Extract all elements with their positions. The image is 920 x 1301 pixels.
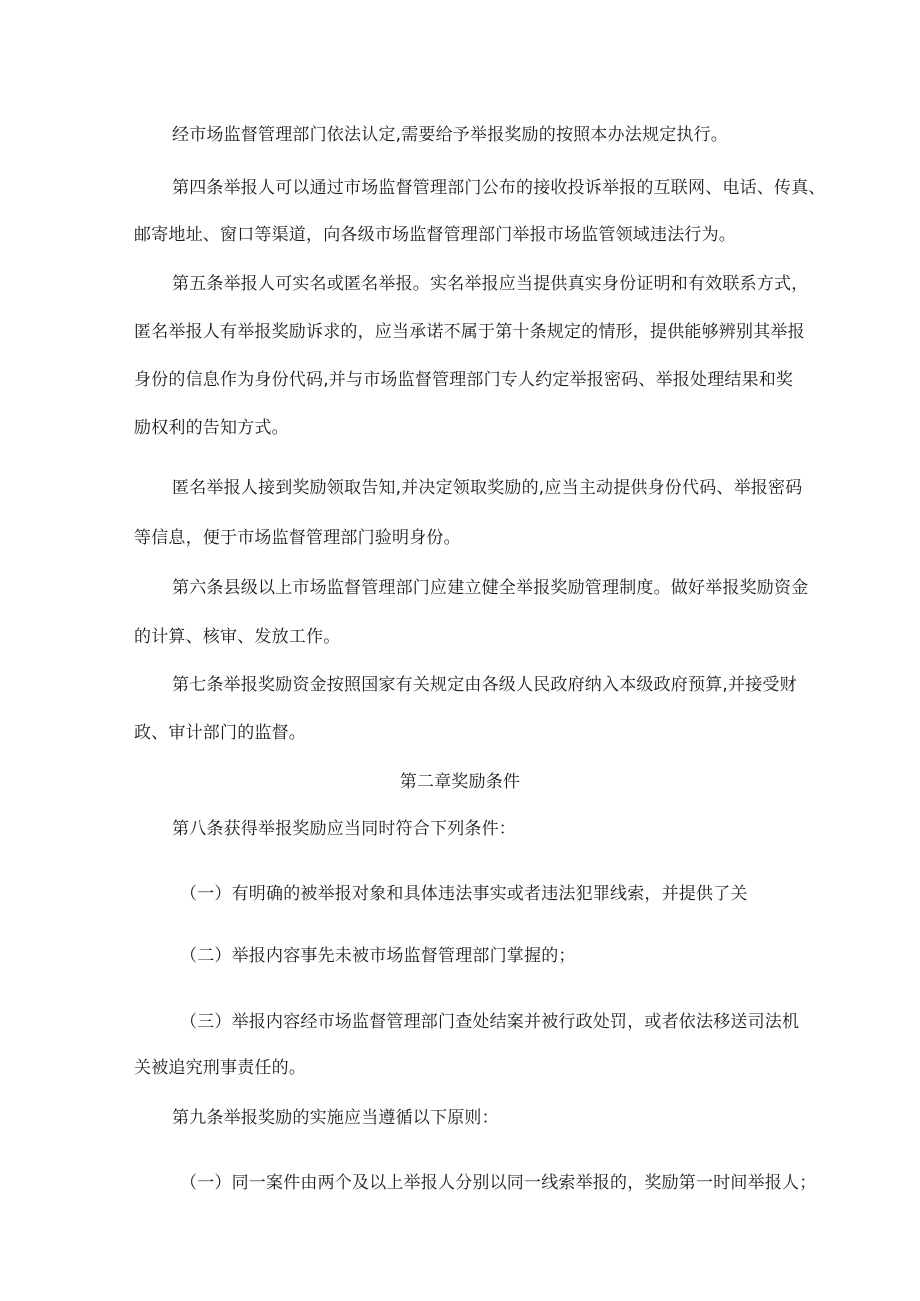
principle-1-line: （一）同一案件由两个及以上举报人分别以同一线索举报的，奖励第一时间举报人； (180, 1173, 817, 1193)
anonymous-paragraph-line-2: 等信息，便于市场监督管理部门验明身份。 (134, 528, 461, 548)
article-6-line-2: 的计算、核审、发放工作。 (134, 627, 341, 647)
article-5-line-1: 第五条举报人可实名或匿名举报。实名举报应当提供真实身份证明和有效联系方式， (172, 274, 809, 294)
article-5-line-4: 励权利的告知方式。 (134, 418, 289, 438)
condition-1-line: （一）有明确的被举报对象和具体违法事实或者违法犯罪线索，并提供了关 (180, 884, 748, 904)
article-5-line-3: 身份的信息作为身份代码,并与市场监督管理部门专人约定举报密码、举报处理结果和奖 (134, 370, 794, 390)
condition-3-line-1: （三）举报内容经市场监督管理部门查处结案并被行政处罚，或者依法移送司法机 (180, 1012, 800, 1032)
condition-2-line: （二）举报内容事先未被市场监督管理部门掌握的； (180, 946, 576, 966)
article-5-line-2: 匿名举报人有举报奖励诉求的，应当承诺不属于第十条规定的情形，提供能够辨别其举报 (134, 322, 805, 342)
article-9-line: 第九条举报奖励的实施应当遵循以下原则： (172, 1108, 499, 1128)
article-7-line-1: 第七条举报奖励资金按照国家有关规定由各级人民政府纳入本级政府预算,并接受财 (172, 675, 797, 695)
article-6-line-1: 第六条县级以上市场监督管理部门应建立健全举报奖励管理制度。做好举报奖励资金 (172, 578, 809, 598)
article-8-line: 第八条获得举报奖励应当同时符合下列条件： (172, 819, 516, 839)
article-4-line-1: 第四条举报人可以通过市场监督管理部门公布的接收投诉举报的互联网、电话、传真、 (172, 178, 826, 198)
chapter-heading: 第二章奖励条件 (399, 772, 521, 792)
paragraph-line: 经市场监督管理部门依法认定,需要给予举报奖励的按照本办法规定执行。 (172, 125, 729, 145)
anonymous-paragraph-line-1: 匿名举报人接到奖励领取告知,并决定领取奖励的,应当主动提供身份代码、举报密码 (172, 478, 803, 498)
condition-3-line-2: 关被追究刑事责任的。 (134, 1058, 306, 1078)
article-7-line-2: 政、审计部门的监督。 (134, 723, 306, 743)
article-4-line-2: 邮寄地址、窗口等渠道，向各级市场监督管理部门举报市场监管领域违法行为。 (134, 225, 736, 245)
